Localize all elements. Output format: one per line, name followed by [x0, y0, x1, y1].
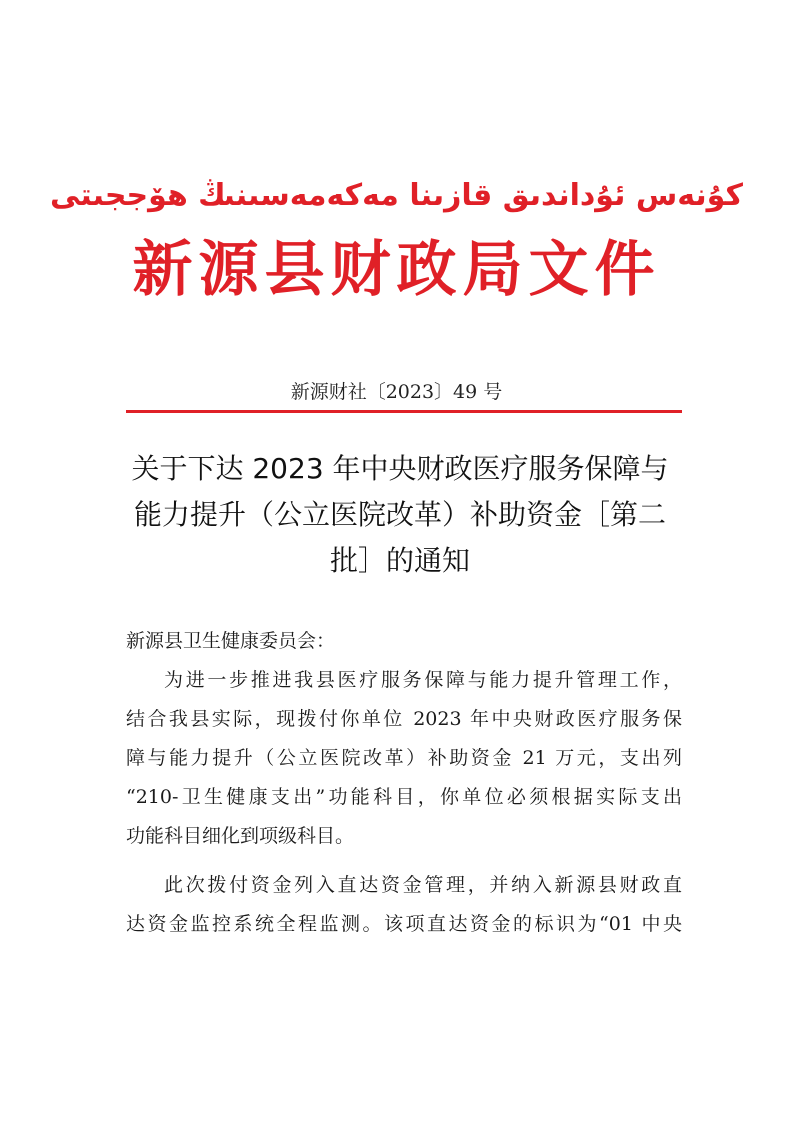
notice-title-line: 能力提升（公立医院改革）补助资金［第二 — [133, 498, 666, 531]
main-title: 新源县财政局文件 — [132, 235, 661, 305]
uyghur-title: كۇنەس ئۇداندىق قازىنا مەكەمەسىنىڭ ھۆججىتى — [50, 178, 743, 213]
document-number: 新源财社〔2023〕49 号 — [290, 381, 503, 403]
notice-title-line: 批］的通知 — [329, 544, 470, 577]
notice-title-line: 关于下达 2023 年中央财政医疗服务保障与 — [131, 452, 669, 485]
red-divider — [126, 410, 682, 413]
notice-title — [120, 446, 680, 584]
body-text — [126, 622, 682, 944]
paragraph-line: 此次拨付资金列入直达资金管理，并纳入新源县财政直 — [164, 874, 682, 896]
paragraph-line: 障与能力提升（公立医院改革）补助资金 21 万元，支出列 — [126, 747, 682, 769]
paragraph-gap — [126, 856, 682, 866]
paragraph-line: “210-卫生健康支出”功能科目，你单位必须根据实际支出 — [126, 786, 682, 808]
paragraph-line: 为进一步推进我县医疗服务保障与能力提升管理工作， — [164, 669, 682, 691]
paragraph-line: 结合我县实际，现拨付你单位 2023 年中央财政医疗服务保 — [126, 708, 682, 730]
addressee: 新源县卫生健康委员会： — [126, 630, 336, 652]
paragraph-line: 达资金监控系统全程监测。该项直达资金的标识为“01 中央 — [126, 913, 682, 935]
paragraph-line: 功能科目细化到项级科目。 — [126, 825, 355, 847]
